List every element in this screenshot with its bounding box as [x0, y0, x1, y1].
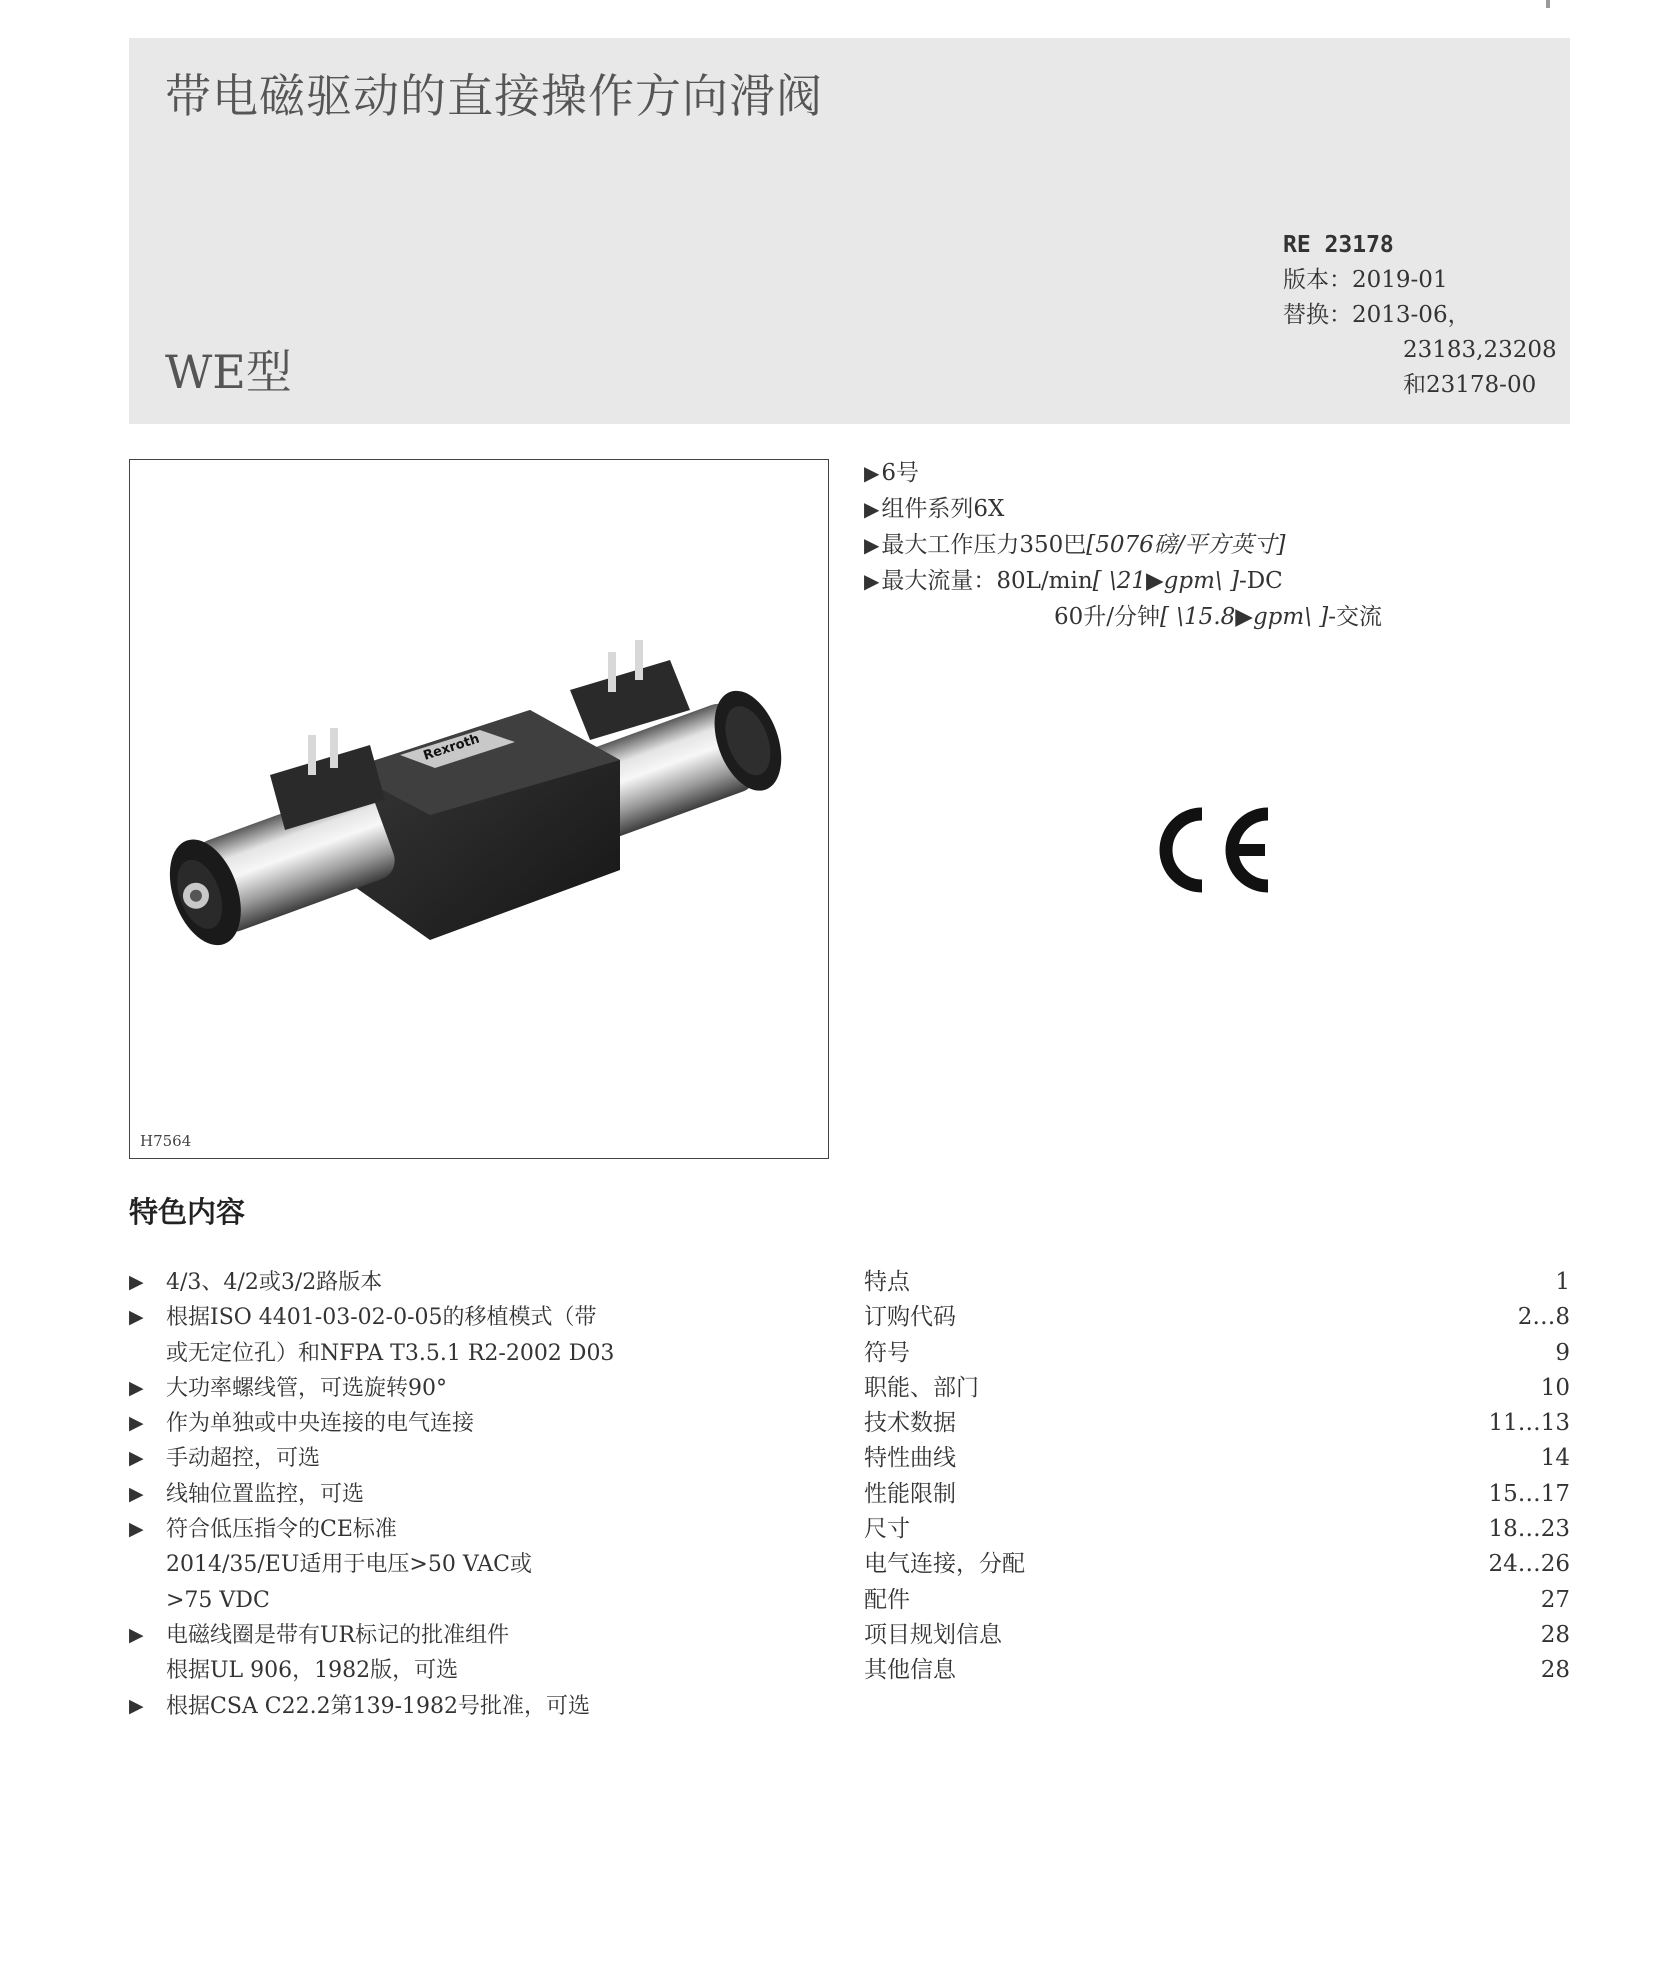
- spec-item: ▶6号: [864, 460, 920, 486]
- valve-body: [345, 710, 620, 940]
- toc-label: 性能限制: [864, 1480, 956, 1507]
- triangle-bullet-icon: ▶: [864, 497, 880, 521]
- toc-page: 11…13: [1488, 1410, 1570, 1437]
- brand-text: Rexroth: [421, 731, 482, 764]
- ce-mark-icon: [1150, 800, 1280, 900]
- triangle-bullet-icon: ▶: [129, 1412, 144, 1435]
- replaces-line: 替换：2013-06，: [1283, 302, 1471, 328]
- feature-line: 符合低压指令的CE标准: [166, 1517, 397, 1543]
- toc-label: 职能、部门: [864, 1374, 979, 1401]
- feature-line: 4/3、4/2或3/2路版本: [166, 1270, 383, 1295]
- document-meta: [1283, 228, 1557, 403]
- feature-line: 根据UL 906，1982版，可选: [166, 1658, 459, 1684]
- page-corner-mark: [1546, 0, 1550, 8]
- photo-code: H7564: [140, 1132, 192, 1150]
- feature-item: [129, 1512, 614, 1618]
- toc-page: 28: [1540, 1621, 1570, 1648]
- feature-line: 作为单独或中央连接的电气连接: [166, 1411, 475, 1437]
- feature-item: [129, 1406, 614, 1441]
- toc-label: 订购代码: [864, 1304, 956, 1331]
- spec-item: ▶最大流量：80L/min[ \21▶gpm\ ]-DC: [864, 568, 1283, 594]
- features-title: 特色内容: [129, 1195, 246, 1229]
- table-of-contents: [864, 1265, 1570, 1689]
- feature-item: [129, 1477, 614, 1512]
- toc-label: 特点: [864, 1269, 910, 1295]
- replaces-docs-2: 和23178-00: [1403, 372, 1537, 398]
- toc-page: 27: [1540, 1586, 1570, 1613]
- spec-list: [864, 455, 1382, 635]
- toc-label: 其他信息: [864, 1657, 956, 1684]
- toc-row: [864, 1406, 1570, 1441]
- replaces-docs: 23183,23208: [1403, 337, 1557, 363]
- triangle-bullet-icon: ▶: [129, 1447, 144, 1470]
- document-title: 带电磁驱动的直接操作方向滑阀: [165, 69, 823, 123]
- feature-line: 根据CSA C22.2第139-1982号批准，可选: [166, 1693, 591, 1719]
- toc-row: [864, 1441, 1570, 1476]
- toc-page: 9: [1555, 1339, 1570, 1366]
- triangle-bullet-icon: ▶: [129, 1623, 144, 1646]
- type-label: WE型: [165, 345, 292, 399]
- toc-row: [864, 1477, 1570, 1512]
- feature-line: 电磁线圈是带有UR标记的批准组件: [166, 1622, 510, 1648]
- toc-page: 10: [1540, 1374, 1570, 1401]
- toc-row: [864, 1336, 1570, 1371]
- triangle-bullet-icon: ▶: [129, 1694, 144, 1717]
- document-number: RE 23178: [1283, 232, 1394, 258]
- feature-item: [129, 1689, 614, 1724]
- triangle-bullet-icon: ▶: [129, 1306, 144, 1329]
- spec-item: ▶最大工作压力350巴[5076磅/平方英寸]: [864, 532, 1286, 558]
- feature-item: [129, 1265, 614, 1300]
- triangle-bullet-icon: ▶: [864, 533, 880, 557]
- toc-page: 14: [1540, 1445, 1570, 1472]
- triangle-bullet-icon: ▶: [129, 1482, 144, 1505]
- toc-page: 18…23: [1488, 1516, 1570, 1543]
- toc-label: 符号: [864, 1339, 910, 1366]
- product-photo-frame: [129, 459, 829, 1159]
- feature-item: [129, 1300, 614, 1371]
- toc-page: 15…17: [1488, 1480, 1570, 1507]
- toc-row: [864, 1653, 1570, 1688]
- toc-label: 尺寸: [864, 1516, 910, 1543]
- toc-label: 电气连接，分配: [864, 1551, 1025, 1578]
- triangle-bullet-icon: ▶: [864, 461, 880, 485]
- spec-item: ▶组件系列6X: [864, 496, 1005, 522]
- feature-line: 根据ISO 4401-03-02-0-05的移植模式（带: [166, 1305, 597, 1331]
- toc-label: 配件: [864, 1586, 910, 1613]
- toc-label: 特性曲线: [864, 1445, 956, 1472]
- toc-row: [864, 1371, 1570, 1406]
- toc-row: [864, 1547, 1570, 1582]
- triangle-bullet-icon: ▶: [864, 569, 880, 593]
- toc-row: [864, 1583, 1570, 1618]
- spec-item-continuation: 60升/分钟[ \15.8▶gpm\ ]-交流: [1054, 604, 1383, 630]
- toc-row: [864, 1618, 1570, 1653]
- toc-page: 28: [1540, 1657, 1570, 1684]
- toc-page: 24…26: [1488, 1551, 1570, 1578]
- triangle-bullet-icon: ▶: [129, 1271, 144, 1293]
- feature-line: 手动超控，可选: [166, 1446, 321, 1472]
- version-line: 版本：2019-01: [1283, 267, 1448, 293]
- toc-page: 2…8: [1517, 1304, 1570, 1331]
- feature-line: 或无定位孔）和NFPA T3.5.1 R2-2002 D03: [166, 1340, 615, 1366]
- toc-page: 1: [1555, 1269, 1570, 1295]
- triangle-bullet-icon: ▶: [129, 1376, 144, 1399]
- valve-illustration: [130, 460, 827, 1157]
- feature-line: 大功率螺线管，可选旋转90°: [166, 1375, 447, 1401]
- toc-row: [864, 1300, 1570, 1335]
- feature-line: 线轴位置监控，可选: [166, 1481, 365, 1507]
- toc-row: [864, 1265, 1570, 1300]
- toc-label: 技术数据: [864, 1410, 956, 1437]
- feature-line: 2014/35/EU适用于电压>50 VAC或: [166, 1552, 532, 1578]
- feature-item: [129, 1441, 614, 1476]
- features-list: [129, 1265, 614, 1724]
- triangle-bullet-icon: ▶: [129, 1518, 144, 1541]
- feature-line: >75 VDC: [166, 1587, 270, 1613]
- feature-item: [129, 1371, 614, 1406]
- toc-row: [864, 1512, 1570, 1547]
- feature-item: [129, 1618, 614, 1689]
- toc-label: 项目规划信息: [864, 1621, 1002, 1648]
